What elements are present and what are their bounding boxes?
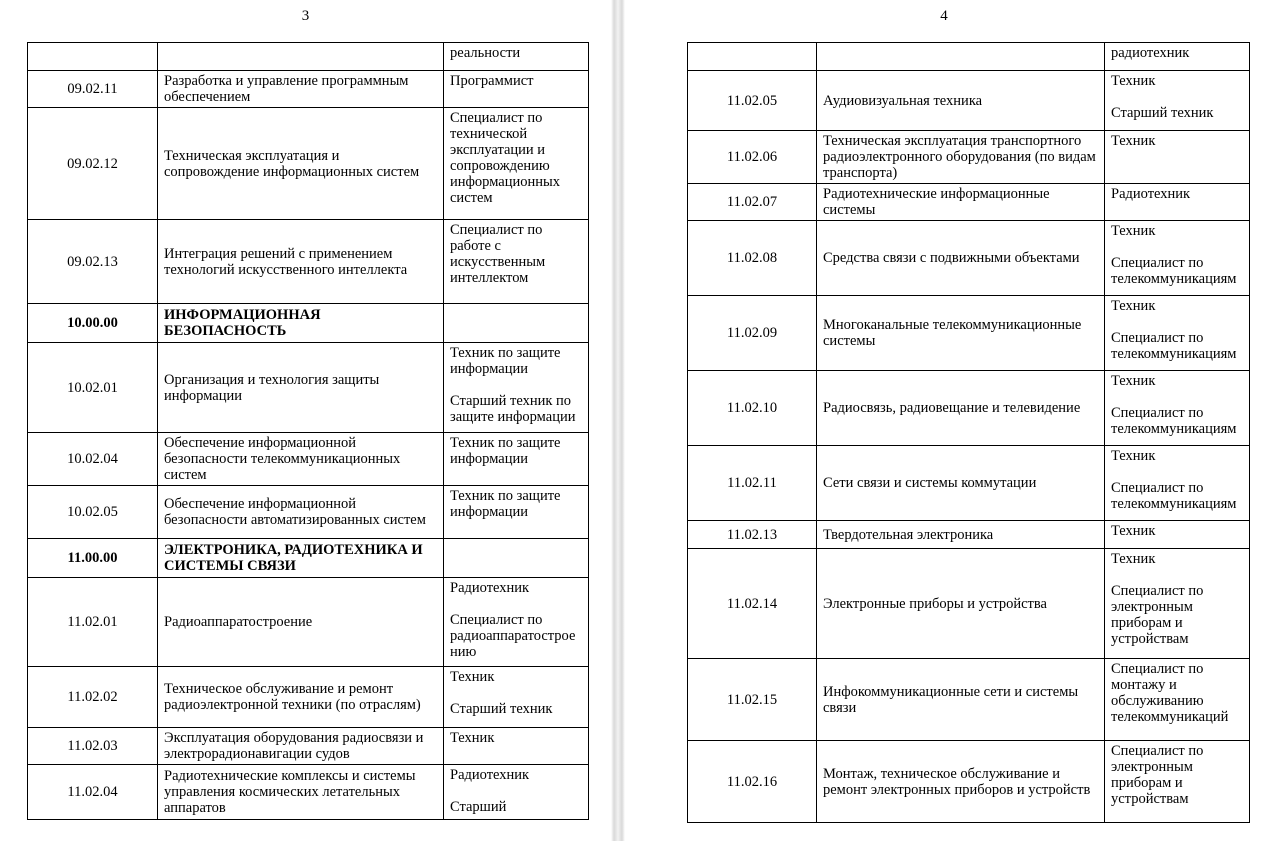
cell-qualification (444, 578, 589, 667)
cell-specialty-code: 11.02.11 (688, 446, 817, 521)
qualification-line: Старший техник (450, 701, 553, 717)
cell-specialty-code: 11.02.09 (688, 296, 817, 371)
cell-qualification (444, 765, 589, 820)
qualification-line: Техник (1111, 133, 1156, 149)
cell-specialty-name: Эксплуатация оборудования радиосвязи и электрорадионавигации судов (158, 728, 444, 765)
table-row (28, 765, 589, 820)
table-row (28, 486, 589, 539)
qualification-line: Специалист по телекоммуникациям (1111, 255, 1237, 287)
cell-specialty-name: Сети связи и системы коммутации (817, 446, 1105, 521)
qualification-line: Техник (1111, 523, 1156, 539)
qualification-line: Специалист по монтажу и обслуживанию телекоммуникаций (1111, 661, 1229, 725)
qualification-line: Старший (450, 799, 507, 815)
cell-specialty-code: 11.02.01 (28, 578, 158, 667)
cell-qualification (444, 343, 589, 433)
cell-specialty-name: Радиосвязь, радиовещание и телевидение (817, 371, 1105, 446)
page-number: 4 (940, 8, 948, 24)
qualification-line: Специалист по технической эксплуатации и сопровождению информационных систем (450, 110, 560, 206)
cell-qualification (444, 220, 589, 304)
table-row (688, 184, 1250, 221)
table-row (688, 131, 1250, 184)
page-3 (0, 0, 611, 841)
qualification-line: Техник по защите информации (450, 488, 561, 520)
cell-qualification (1105, 71, 1250, 131)
table-row (28, 728, 589, 765)
cell-specialty-name: Техническая эксплуатация транспортного радиоэлектронного оборудования (по видам транспорта) (817, 131, 1105, 184)
table-row (28, 71, 589, 108)
table-row (688, 221, 1250, 296)
cell-qualification (1105, 221, 1250, 296)
cell-specialty-code: 11.00.00 (28, 539, 158, 578)
cell-specialty-code: 09.02.12 (28, 108, 158, 220)
cell-qualification (1105, 371, 1250, 446)
table-row (28, 43, 589, 71)
cell-specialty-name: Обеспечение информационной безопасности автоматизированных систем (158, 486, 444, 539)
cell-specialty-name: Организация и технология защиты информации (158, 343, 444, 433)
cell-qualification (444, 486, 589, 539)
qualification-line: Программист (450, 73, 534, 89)
cell-qualification (444, 108, 589, 220)
qualification-line: Специалист по электронным приборам и устройствам (1111, 583, 1204, 647)
cell-specialty-name: Радиотехнические информационные системы (817, 184, 1105, 221)
table-row (28, 220, 589, 304)
cell-specialty-name: ЭЛЕКТРОНИКА, РАДИОТЕХНИКА И СИСТЕМЫ СВЯЗИ (158, 539, 444, 578)
cell-qualification (1105, 549, 1250, 659)
cell-specialty-name: Многоканальные телекоммуникационные системы (817, 296, 1105, 371)
qualification-line: реальности (450, 45, 521, 61)
cell-qualification (1105, 521, 1250, 549)
qualification-line: Специалист по работе с искусственным интеллектом (450, 222, 546, 286)
cell-specialty-code (28, 43, 158, 71)
qualification-line: Техник (1111, 373, 1156, 389)
cell-specialty-code (688, 43, 817, 71)
section-header-row (28, 539, 589, 578)
cell-qualification (444, 433, 589, 486)
cell-specialty-name: Обеспечение информационной безопасности телекоммуникационных систем (158, 433, 444, 486)
table-row (688, 521, 1250, 549)
cell-qualification (444, 304, 589, 343)
cell-qualification (1105, 659, 1250, 741)
cell-specialty-name: Техническое обслуживание и ремонт радиоэлектронной техники (по отраслям) (158, 667, 444, 728)
page-4 (625, 0, 1263, 841)
cell-qualification (444, 728, 589, 765)
table-row (688, 296, 1250, 371)
cell-specialty-name: Разработка и управление программным обеспечением (158, 71, 444, 108)
table-row (28, 667, 589, 728)
cell-specialty-code: 11.02.14 (688, 549, 817, 659)
specialties-table-page-3 (27, 42, 589, 820)
qualification-line: Специалист по телекоммуникациям (1111, 330, 1237, 362)
cell-qualification (444, 43, 589, 71)
cell-specialty-code: 10.02.04 (28, 433, 158, 486)
cell-specialty-code: 11.02.10 (688, 371, 817, 446)
table-row (688, 71, 1250, 131)
table-row (28, 108, 589, 220)
cell-specialty-name: Монтаж, техническое обслуживание и ремонт электронных приборов и устройств (817, 741, 1105, 823)
cell-specialty-name: Электронные приборы и устройства (817, 549, 1105, 659)
qualification-line: Старший техник (1111, 105, 1214, 121)
table-row (688, 741, 1250, 823)
table-row (28, 578, 589, 667)
cell-specialty-name: Инфокоммуникационные сети и системы связи (817, 659, 1105, 741)
qualification-line: Техник по защите информации (450, 345, 561, 377)
table-row (688, 659, 1250, 741)
cell-qualification (444, 71, 589, 108)
qualification-line: Специалист по радиоаппаратостроению (450, 612, 576, 660)
section-header-row (28, 304, 589, 343)
cell-specialty-code: 11.02.05 (688, 71, 817, 131)
cell-specialty-code: 10.02.05 (28, 486, 158, 539)
qualification-line: Техник (450, 669, 495, 685)
qualification-line: Техник (1111, 298, 1156, 314)
specialties-table-page-4 (687, 42, 1250, 823)
cell-specialty-name: Радиотехнические комплексы и системы управления космических летательных аппаратов (158, 765, 444, 820)
cell-specialty-code: 09.02.13 (28, 220, 158, 304)
cell-specialty-name (817, 43, 1105, 71)
cell-specialty-code: 11.02.06 (688, 131, 817, 184)
cell-specialty-code: 11.02.15 (688, 659, 817, 741)
cell-qualification (444, 539, 589, 578)
cell-specialty-code: 10.00.00 (28, 304, 158, 343)
table-row (28, 433, 589, 486)
table-row (28, 343, 589, 433)
cell-specialty-name: Твердотельная электроника (817, 521, 1105, 549)
cell-specialty-code: 11.02.07 (688, 184, 817, 221)
qualification-line: Радиотехник (1111, 186, 1191, 202)
qualification-line: Техник (450, 730, 495, 746)
qualification-line: радиотехник (1111, 45, 1190, 61)
cell-specialty-code: 11.02.08 (688, 221, 817, 296)
cell-specialty-name: Интеграция решений с применением технологий искусственного интеллекта (158, 220, 444, 304)
cell-qualification (1105, 43, 1250, 71)
cell-specialty-name: ИНФОРМАЦИОННАЯ БЕЗОПАСНОСТЬ (158, 304, 444, 343)
cell-specialty-name: Средства связи с подвижными объектами (817, 221, 1105, 296)
cell-specialty-code: 11.02.03 (28, 728, 158, 765)
cell-qualification (1105, 741, 1250, 823)
cell-specialty-code: 11.02.13 (688, 521, 817, 549)
cell-specialty-name: Техническая эксплуатация и сопровождение информационных систем (158, 108, 444, 220)
qualification-line: Техник (1111, 223, 1156, 239)
qualification-line: Радиотехник (450, 767, 530, 783)
qualification-line: Техник (1111, 551, 1156, 567)
table-row (688, 43, 1250, 71)
table-row (688, 371, 1250, 446)
cell-qualification (1105, 446, 1250, 521)
cell-qualification (1105, 131, 1250, 184)
qualification-line: Техник (1111, 73, 1156, 89)
cell-specialty-code: 10.02.01 (28, 343, 158, 433)
cell-specialty-code: 11.02.04 (28, 765, 158, 820)
page-number: 3 (301, 8, 310, 24)
cell-specialty-code: 11.02.16 (688, 741, 817, 823)
cell-specialty-name (158, 43, 444, 71)
qualification-line: Специалист по телекоммуникациям (1111, 480, 1237, 512)
cell-qualification (1105, 184, 1250, 221)
page-divider (611, 0, 625, 841)
cell-specialty-code: 11.02.02 (28, 667, 158, 728)
table-row (688, 446, 1250, 521)
qualification-line: Старший техник по защите информации (450, 393, 576, 425)
cell-qualification (1105, 296, 1250, 371)
qualification-line: Специалист по телекоммуникациям (1111, 405, 1237, 437)
cell-qualification (444, 667, 589, 728)
qualification-line: Техник по защите информации (450, 435, 561, 467)
qualification-line: Радиотехник (450, 580, 530, 596)
qualification-line: Техник (1111, 448, 1156, 464)
qualification-line: Специалист по электронным приборам и устройствам (1111, 743, 1204, 807)
table-row (688, 549, 1250, 659)
cell-specialty-code: 09.02.11 (28, 71, 158, 108)
cell-specialty-name: Аудиовизуальная техника (817, 71, 1105, 131)
cell-specialty-name: Радиоаппаратостроение (158, 578, 444, 667)
